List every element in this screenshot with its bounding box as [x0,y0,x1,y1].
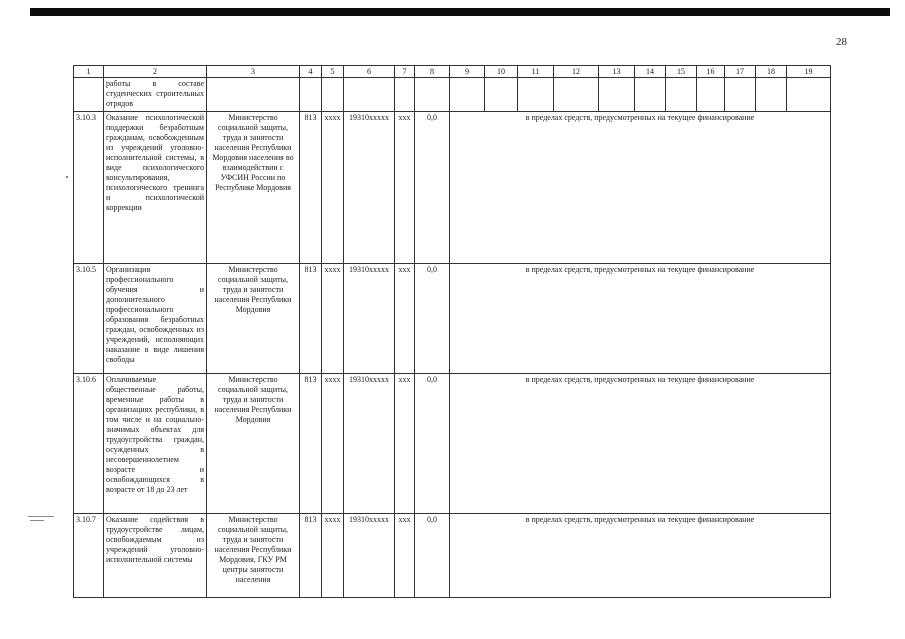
code-cell: 813 [300,264,322,374]
code-cell: xxx [395,112,415,264]
header-cell: 2 [104,66,207,78]
code-cell: xxx [395,514,415,598]
code-cell: 19310xxxxx [344,112,395,264]
amount-cell: 0,0 [415,112,450,264]
empty-cell [635,78,666,112]
code-cell: xxx [395,374,415,514]
code-cell: 19310xxxxx [344,264,395,374]
empty-cell [787,78,831,112]
empty-cell [725,78,756,112]
empty-cell [697,78,725,112]
empty-cell [485,78,518,112]
row-number-cell [74,78,104,112]
code-cell: xxxx [322,514,344,598]
header-cell: 4 [300,66,322,78]
table-row [74,514,831,598]
code-cell: xxxx [322,264,344,374]
header-cell: 14 [635,66,666,78]
empty-cell [756,78,787,112]
code-cell: 19310xxxxx [344,374,395,514]
measure-name-cell: Оплачиваемые общественные работы, временные работы в организациях республики, в том числе и на социально-значимых объектах для трудоустройства граждан, осужденных в несовершеннолетнем возрасте и освобождающихся в возрасте от 18 до 23 лет [104,374,207,514]
row-number-cell: 3.10.5 [74,264,104,374]
code-cell: 813 [300,112,322,264]
header-cell: 8 [415,66,450,78]
code-cell: 813 [300,374,322,514]
measure-name-cell: работы в составе студенческих строительных отрядов [104,78,207,112]
header-cell: 5 [322,66,344,78]
empty-cell [518,78,554,112]
financing-note-cell: в пределах средств, предусмотренных на текущее финансирование [450,112,831,264]
financing-note-cell: в пределах средств, предусмотренных на текущее финансирование [450,514,831,598]
scan-artifact [66,176,68,178]
header-cell: 19 [787,66,831,78]
header-cell: 9 [450,66,485,78]
row-number-cell: 3.10.7 [74,514,104,598]
empty-cell [415,78,450,112]
table-row [74,112,831,264]
executor-cell: Министерство социальной защиты, труда и занятости населения Республики Мордовия [207,264,300,374]
row-number-cell: 3.10.6 [74,374,104,514]
empty-cell [300,78,322,112]
header-cell: 15 [666,66,697,78]
table-row [74,264,831,374]
measure-name-cell: Оказание содействия в трудоустройстве лицам, освобождаемым из учреждений уголовно-исполнительной системы [104,514,207,598]
header-cell: 12 [554,66,599,78]
financing-note-cell: в пределах средств, предусмотренных на текущее финансирование [450,374,831,514]
header-cell: 3 [207,66,300,78]
code-cell: 19310xxxxx [344,514,395,598]
header-cell: 6 [344,66,395,78]
amount-cell: 0,0 [415,514,450,598]
header-cell: 7 [395,66,415,78]
executor-cell: Министерство социальной защиты, труда и занятости населения Республики Мордовия населения во взаимодействии с УФСИН России по Республике Мордовия [207,112,300,264]
header-cell: 10 [485,66,518,78]
header-cell: 17 [725,66,756,78]
amount-cell: 0,0 [415,374,450,514]
empty-cell [322,78,344,112]
executor-cell: Министерство социальной защиты, труда и занятости населения Республики Мордовия [207,374,300,514]
scan-artifact [30,520,44,521]
code-cell: xxxx [322,374,344,514]
table-row [74,374,831,514]
header-cell: 11 [518,66,554,78]
header-cell: 18 [756,66,787,78]
executor-cell [207,78,300,112]
page-number: 28 [836,36,847,48]
empty-cell [554,78,599,112]
program-table [73,65,831,598]
measure-name-cell: Организация профессионального обучения и дополнительного профессионального образования безработных граждан, освобожденных из учреждений, исполняющих наказание в виде лишения свободы [104,264,207,374]
header-cell: 1 [74,66,104,78]
column-number-row [74,66,831,78]
row-number-cell: 3.10.3 [74,112,104,264]
measure-name-cell: Оказание психологической поддержки безработным гражданам, освобожденным из учреждений уголовно-исполнительной системы, в виде психологического консультирования, психологического тренинга и психологической коррекции [104,112,207,264]
scan-artifact [28,516,54,517]
code-cell: xxxx [322,112,344,264]
scan-top-border [30,8,890,16]
code-cell: xxx [395,264,415,374]
table-row-continuation [74,78,831,112]
empty-cell [599,78,635,112]
header-cell: 13 [599,66,635,78]
empty-cell [395,78,415,112]
executor-cell: Министерство социальной защиты, труда и занятости населения Республики Мордовия, ГКУ РМ центры занятости населения [207,514,300,598]
empty-cell [450,78,485,112]
financing-note-cell: в пределах средств, предусмотренных на текущее финансирование [450,264,831,374]
code-cell: 813 [300,514,322,598]
empty-cell [666,78,697,112]
header-cell: 16 [697,66,725,78]
amount-cell: 0,0 [415,264,450,374]
empty-cell [344,78,395,112]
